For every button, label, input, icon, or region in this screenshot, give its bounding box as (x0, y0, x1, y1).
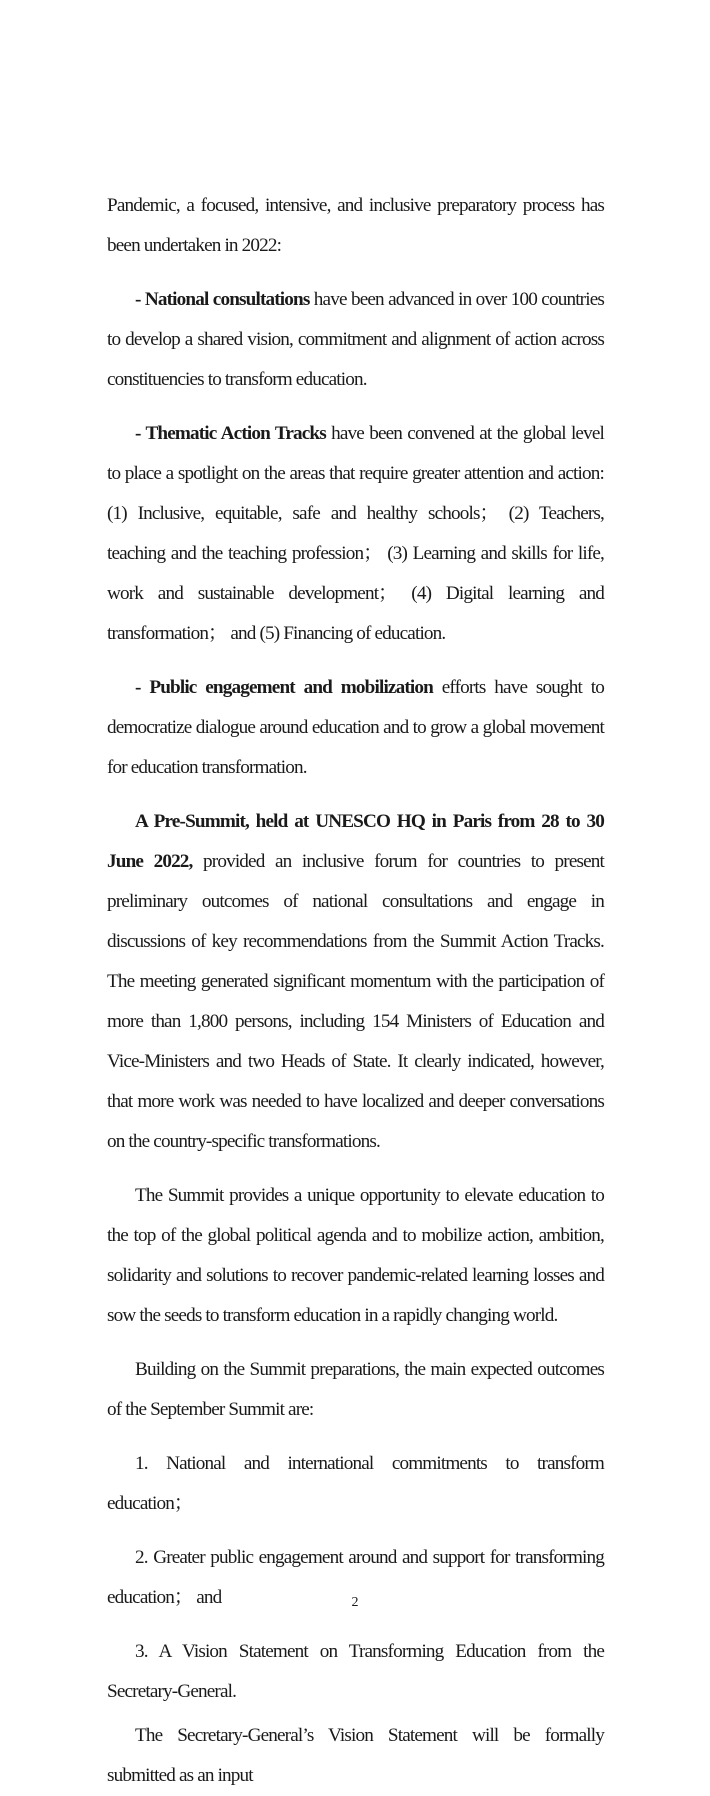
paragraph-pre-summit: A Pre-Summit, held at UNESCO HQ in Paris from 28 to 30 June 2022, provided an inclusive forum for countries to present preliminary outcomes of national consultations and engage in discussions of key recommendations from the Summit Action Tracks. The meeting generated significant momentum with the participation of more than 1,800 persons, including 154 Ministers of Education and Vice-Ministers and two Heads of State. It clearly indicated, however, that more work was needed to have localized and deeper conversations on the country-specific transformations. (107, 811, 605, 1152)
bold-lead: - Thematic Action Tracks (135, 423, 326, 444)
paragraph-thematic-action-tracks: - Thematic Action Tracks have been convened at the global level to place a spotlight on the areas that require greater attention and action: (1) Inclusive, equitable, safe and healthy schools； (2) Teachers, teaching and the teaching profession； (3) Learning and skills for life, work and sustainable development； (4) Digital learning and transformation； and (5) Financing of education. (107, 423, 604, 644)
page-number: 2 (351, 1595, 359, 1610)
paragraph-vision-statement: The Secretary-General’s Vision Statement will be formally submitted as an input (107, 1725, 604, 1786)
document-page (107, 186, 604, 1796)
list-item-outcome-1: 1. National and international commitments to transform education； (107, 1453, 604, 1514)
paragraph-expected-outcomes: Building on the Summit preparations, the main expected outcomes of the September Summit are: (107, 1359, 604, 1420)
bold-lead: A Pre-Summit, held at UNESCO HQ in Paris from 28 to 30 June 2022, (107, 811, 604, 872)
paragraph-summit-opportunity: The Summit provides a unique opportunity to elevate education to the top of the global political agenda and to mobilize action, ambition, solidarity and solutions to recover pandemic-related learning losses and sow the seeds to transform education in a rapidly changing world. (107, 1185, 604, 1326)
list-item-outcome-3: 3. A Vision Statement on Transforming Education from the Secretary-General. (107, 1641, 604, 1702)
paragraph-public-engagement: - Public engagement and mobilization efforts have sought to democratize dialogue around education and to grow a global movement for education transformation. (107, 677, 604, 778)
list-item-outcome-2: 2. Greater public engagement around and support for transforming education； and (107, 1547, 604, 1608)
bold-lead: - National consultations (135, 289, 310, 310)
paragraph-intro: Pandemic, a focused, intensive, and inclusive preparatory process has been undertaken in 2022: (107, 195, 604, 256)
bold-lead: - Public engagement and mobilization (135, 677, 433, 698)
paragraph-national-consultations: - National consultations have been advanced in over 100 countries to develop a shared vision, commitment and alignment of action across constituencies to transform education. (107, 289, 604, 390)
